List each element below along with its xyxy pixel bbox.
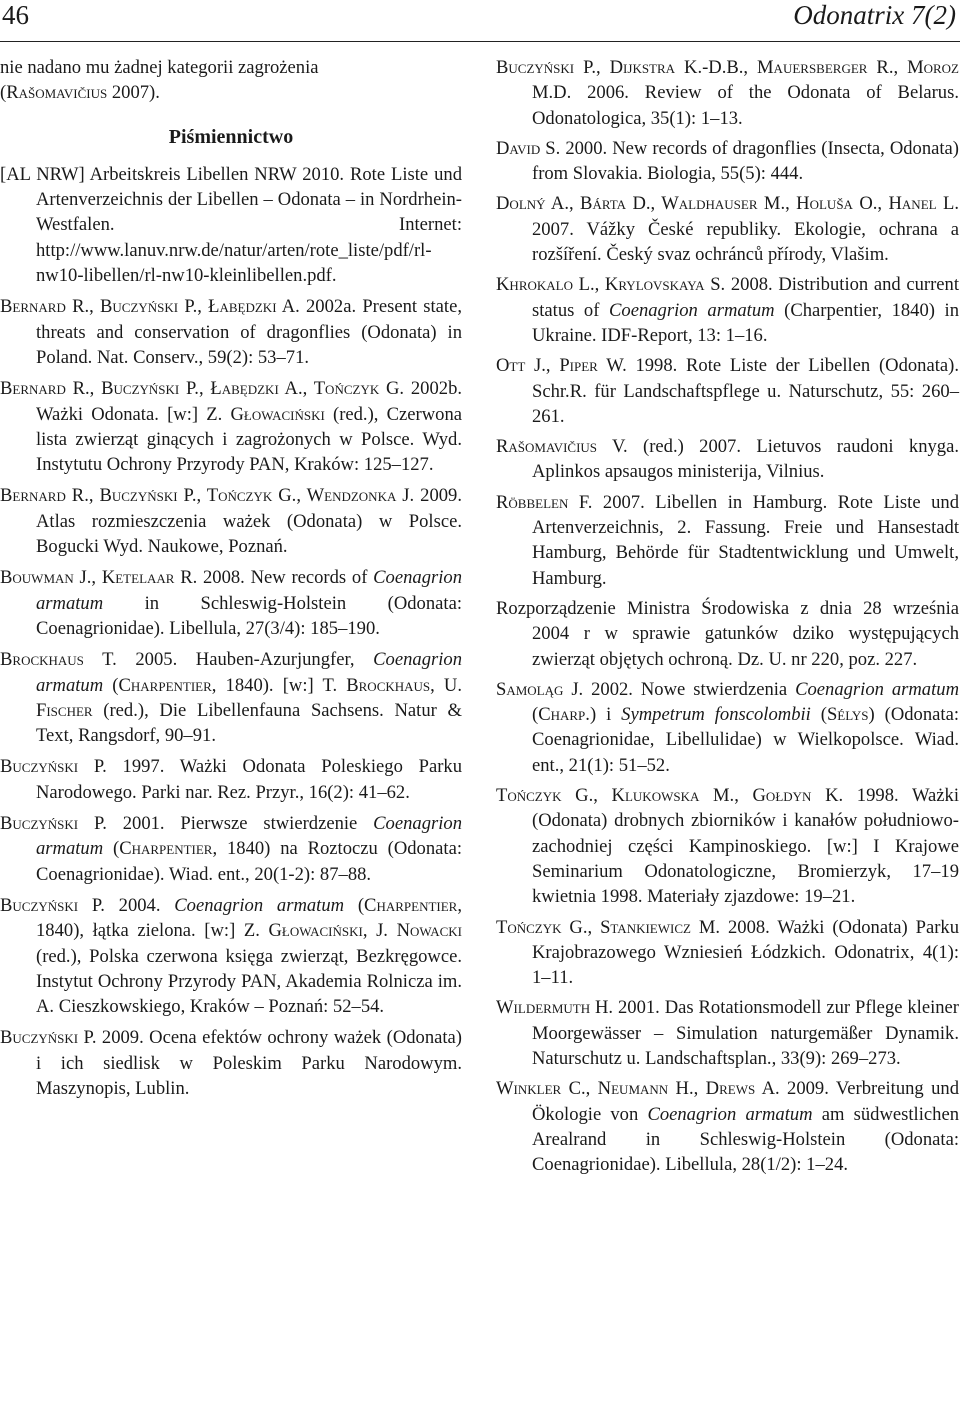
reference-entry [0,565,462,641]
reference-text: 2008. Ważki (Odonata) Parku Krajobrazowego Wzniesień Łódzkich. Odonatrix, 4(1): 1–11. [532,916,959,989]
intro-open-paren: ( [0,82,7,104]
reference-text: (red.) 2007. Lietuvos raudoni knyga. Aplinkos apsaugos ministerija, Vilnius. [532,436,959,483]
page-header [0,0,960,44]
reference-author: Buczyński P. [0,813,107,835]
journal-title: Odonatrix 7(2) [793,0,956,30]
reference-entry [496,272,959,348]
reference-author: Głowaciński [230,403,325,425]
reference-author: Wildermuth H. [496,997,614,1019]
reference-text: 2007. Libellen in Hamburg. Rote Liste und Artenverzeichnis, 2. Fassung. Freie und Hansestadt Hamburg, Behörde für Stadtentwicklung und Umwelt, Hamburg. [532,491,959,589]
header-rule [0,41,960,42]
reference-text: , 1840), łątka zielona. [w:] Z. [36,894,462,942]
reference-entry [0,647,462,748]
reference-author: David S. [496,137,561,159]
reference-text: ( [103,838,120,860]
reference-text: (Charpentier, 1840) in Ukraine. IDF-Report, 13: 1–16. [532,299,959,346]
reference-author: Bernard R., Buczyński P., Tończyk G., Wendzonka J. [0,485,415,507]
reference-entry [496,191,959,267]
reference-text: 1997. Ważki Odonata Poleskiego Parku Narodowego. Parki nar. Rez. Przyr., 16(2): 41–62. [36,756,462,803]
reference-text: ( [810,704,827,726]
reference-text: 2002a. Present state, threats and conservation of dragonflies (Odonata) in Poland. Nat. Conserv., 59(2): 53–71. [36,296,462,368]
reference-author: Winkler C., Neumann H., Drews A. [496,1078,780,1100]
reference-text: 2009. Atlas rozmieszczenia ważek (Odonata) w Polsce. Bogucki Wyd. Naukowe, Poznań. [36,485,462,558]
reference-text: , 1840) na Roztoczu (Odonata: Coenagrionidae). Wiad. ent., 20(1-2): 87–88. [36,838,462,885]
reference-taxon: Coenagrion armatum [36,567,462,614]
reference-author: Buczyński P., Dijkstra K.-D.B., Mauersberger R., Moroz M.D. [496,57,959,104]
reference-author: Rašomavičius V. [496,436,628,458]
reference-text: (red.), Czerwona lista zwierząt ginących i zagrożonych w Polsce. Wyd. Instytutu Ochrony Przyrody PAN, Kraków: 125–127. [36,403,463,476]
reference-entry [0,893,462,1019]
reference-author: Charpentier [119,838,213,860]
page-number: 46 [2,0,29,30]
reference-taxon: Coenagrion armatum [174,894,345,916]
intro-line: nie nadano mu żadnej kategorii zagrożenia [0,57,319,78]
reference-text: , 1840). [w:] T. [211,674,347,696]
reference-author: Fischer [36,699,93,721]
reference-entry [0,754,462,805]
reference-text: 2005. Hauben-Azurjungfer, [116,649,374,671]
reference-text: , U. [430,674,463,696]
intro-citation [0,80,462,105]
reference-author: Tończyk G., Klukowska M., Gołdyn K. [496,785,844,807]
reference-author: Bouwman J., Ketelaar R. [0,567,198,589]
reference-text: ) (Odonata: Coenagrionidae, Libellulidae) w Wielkopolsce. Wiad. ent., 21(1): 51–52. [532,704,959,776]
reference-author: Dolný A., Bárta D., Waldhauser M., Holuša O., Hanel L. [496,193,959,215]
section-heading: Piśmiennictwo [168,125,294,148]
reference-author: Nowacki [396,920,462,942]
reference-text: ) i [589,704,622,726]
reference-entry [496,596,959,672]
left-column [0,55,462,1107]
reference-entry [496,783,959,909]
reference-author: Brockhaus [346,674,431,696]
reference-author: Ott J., Piper W. [496,355,627,377]
reference-text: 2007. Vážky České republiky. Ekologie, ochrana a rozšíření. Český svaz ochránců přírody, Vlašim. [532,218,959,266]
reference-entry [0,1025,462,1101]
reference-text: 2001. Pierwsze stwierdzenie [106,813,374,835]
right-reference-list [496,55,959,1177]
reference-author: Buczyński P. [0,1027,97,1049]
reference-author: Charpentier [118,674,212,696]
reference-text: ( [532,704,539,726]
reference-text: 2001. Das Rotationsmodell zur Pflege kleiner Moorgewässer – Simulation naturgemäßer Dynamik. Naturschutz u. Landschaftsplan., 33(9): 269–273. [532,997,959,1069]
reference-author: Tończyk G., Stankiewicz M. [496,916,721,938]
reference-text: 2006. Review of the Odonata of Belarus. Odonatologica, 35(1): 1–13. [532,82,959,129]
reference-author: Sélys [826,704,869,726]
reference-entry [496,915,959,991]
reference-text: in Schleswig-Holstein (Odonata: Coenagrionidae). Libellula, 27(3/4): 185–190. [36,592,462,639]
reference-text: am südwestlichen Arealrand in Schleswig-Holstein (Odonata: Coenagrionidae). Libellula, 28(1/2): 1–24. [532,1103,959,1176]
reference-entry [496,434,959,485]
reference-entry [0,376,462,477]
reference-taxon: Coenagrion armatum [36,813,462,860]
reference-author: Charp. [538,704,590,726]
reference-author: Charpentier [364,894,458,916]
reference-author: Samoląg J. [496,678,584,700]
reference-entry [0,811,462,887]
reference-taxon: Coenagrion armatum [795,678,959,700]
reference-text: (red.), Polska czerwona księga zwierząt, Bezkręgowce. Instytut Ochrony Przyrody PAN, Akademia Rolnicza im. A. Cieszkowskiego, Kraków – Poznań: 52–54. [36,945,462,1018]
reference-text: ( [344,894,365,916]
reference-author: Brockhaus T. [0,649,117,671]
reference-author: Buczyński P. [0,756,107,778]
reference-taxon: Coenagrion armatum [36,649,462,696]
reference-author: Buczyński P. [0,894,105,916]
reference-text: 2002. Nowe stwierdzenia [583,678,796,700]
reference-author: Głowaciński [268,920,363,942]
left-reference-list [0,162,462,1101]
reference-entry [496,1076,959,1177]
reference-entry [0,294,462,370]
reference-entry [0,162,462,288]
reference-text: 1998. Rote Liste der Libellen (Odonata). Schr.R. für Landschaftspflege u. Naturschutz, 55: 260–261. [532,355,959,427]
reference-text: ( [103,674,119,696]
reference-entry [496,353,959,429]
reference-entry [496,136,959,187]
reference-author: Khrokalo L., Krylovskaya S. [496,274,726,296]
reference-text: 2004. [104,894,175,916]
reference-text: 2002b. Ważki Odonata. [w:] Z. [36,378,463,425]
right-column [496,55,959,1182]
reference-entry [496,490,959,591]
reference-text: , J. [362,920,397,942]
reference-text: 1998. Ważki (Odonata) drobnych zbiorników i kanałów południowo-zachodniej części Kampinoskiego. [w:] I Krajowe Seminarium Odonatologiczne, Bromierzyk, 17–19 kwietnia 1998. Materiały zjazdowe: 19–21. [532,785,959,908]
reference-author: Bernard R., Buczyński P., Łabędzki A., Tończyk G. [0,378,405,400]
reference-entry [0,483,462,559]
reference-text: 2008. New records of [197,567,374,589]
reference-taxon: Coenagrion armatum [647,1103,813,1125]
reference-text: 2008. Distribution and current status of [532,274,959,321]
reference-entry [496,677,959,778]
reference-text: [AL NRW] Arbeitskreis Libellen NRW 2010. Rote Liste und Artenverzeichnis der Libellen – Odonata – in Nordrhein-Westfalen. Internet: http://www.lanuv.nrw.de/natur/arten/rote_liste/pdf/rl-nw10-libellen/rl-nw10-kleinlibellen.pdf. [0,163,462,287]
reference-text: 2009. Ocena efektów ochrony ważek (Odonata) i ich siedlisk w Poleskim Parku Narodowym. Maszynopis, Lublin. [36,1027,462,1099]
reference-author: Röbbelen F. [496,491,593,513]
intro-author: Rašomavičius [6,82,108,104]
reference-taxon: Sympetrum fonscolombii [621,704,811,726]
reference-text: (red.), Die Libellenfauna Sachsens. Natur & Text, Rangsdorf, 90–91. [36,699,462,747]
reference-text: 2000. New records of dragonflies (Insecta, Odonata) from Slovakia. Biologia, 55(5): 444. [532,137,959,185]
reference-text: 2009. Verbreitung und Ökologie von [532,1078,959,1125]
reference-entry [496,55,959,131]
reference-taxon: Coenagrion armatum [609,299,775,321]
reference-author: Bernard R., Buczyński P., Łabędzki A. [0,296,300,318]
reference-entry [496,995,959,1071]
reference-text: Rozporządzenie Ministra Środowiska z dnia 28 września 2004 r w sprawie gatunków dziko występujących zwierząt objętych ochroną. Dz. U. nr 220, poz. 227. [496,597,959,670]
intro-year: 2007). [107,82,160,104]
